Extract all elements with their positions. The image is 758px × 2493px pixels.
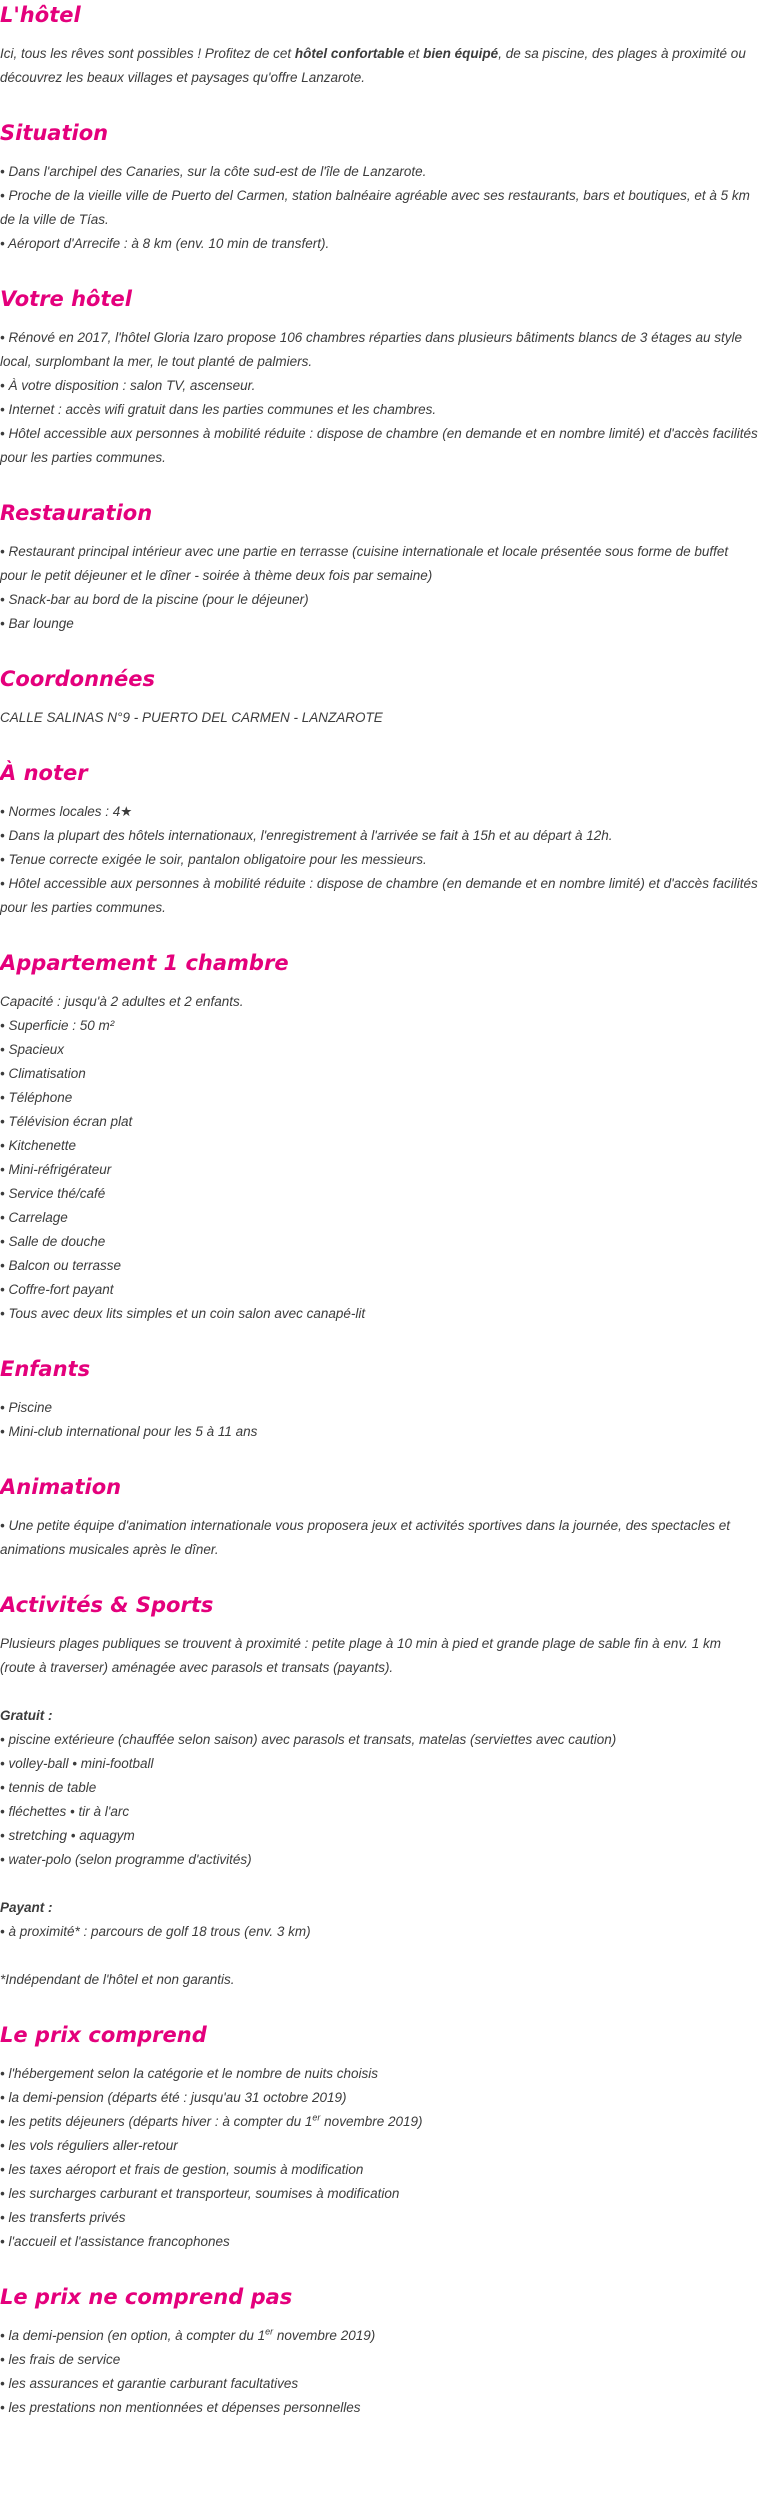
list-item: • Internet : accès wifi gratuit dans les parties communes et les chambres. [0, 398, 758, 422]
list-item: • Hôtel accessible aux personnes à mobilité réduite : dispose de chambre (en demande et en nombre limité) et d'accès facilités pour les parties communes. [0, 422, 758, 470]
list-item: • water-polo (selon programme d'activités) [0, 1848, 758, 1872]
list-item: • Tous avec deux lits simples et un coin salon avec canapé-lit [0, 1302, 758, 1326]
section-prix-comprend [0, 2020, 758, 2254]
section-appartement [0, 948, 758, 1326]
list-item: • Aéroport d'Arrecife : à 8 km (env. 10 min de transfert). [0, 232, 758, 256]
intro-bold-confortable: hôtel confortable [294, 46, 405, 61]
list-item: • la demi-pension (départs été : jusqu'au 31 octobre 2019) [0, 2086, 758, 2110]
list-item: • volley-ball • mini-football [0, 1752, 758, 1776]
list-item: • Kitchenette [0, 1134, 758, 1158]
list-item: • l'accueil et l'assistance francophones [0, 2230, 758, 2254]
list-item: • l'hébergement selon la catégorie et le nombre de nuits choisis [0, 2062, 758, 2086]
section-title-prix-ne-comprend: Le prix ne comprend pas [0, 2285, 293, 2309]
item-text: novembre 2019) [273, 2328, 376, 2343]
section-title-animation: Animation [0, 1475, 122, 1499]
section-title-coordonnees: Coordonnées [0, 667, 155, 691]
list-item: • Climatisation [0, 1062, 758, 1086]
list-item: • fléchettes • tir à l'arc [0, 1800, 758, 1824]
list-item: • les surcharges carburant et transporteur, soumises à modification [0, 2182, 758, 2206]
section-prix-ne-comprend [0, 2282, 758, 2420]
list-item: • piscine extérieure (chauffée selon saison) avec parasols et transats, matelas (serviettes avec caution) [0, 1728, 758, 1752]
list-item: • Tenue correcte exigée le soir, pantalon obligatoire pour les messieurs. [0, 848, 758, 872]
hotel-intro [0, 42, 758, 90]
gratuit-label [0, 1704, 758, 1728]
list-item: • les vols réguliers aller-retour [0, 2134, 758, 2158]
item-text: novembre 2019) [320, 2114, 423, 2129]
list-item: • les prestations non mentionnées et dépenses personnelles [0, 2396, 758, 2420]
list-item: • Rénové en 2017, l'hôtel Gloria Izaro propose 106 chambres réparties dans plusieurs bâtiments blancs de 3 étages au style local, surplombant la mer, le tout planté de palmiers. [0, 326, 758, 374]
list-item: • stretching • aquagym [0, 1824, 758, 1848]
section-animation [0, 1472, 758, 1562]
list-item: • les taxes aéroport et frais de gestion, soumis à modification [0, 2158, 758, 2182]
item-superscript: er [265, 2326, 274, 2337]
list-item: • tennis de table [0, 1776, 758, 1800]
list-item: • Piscine [0, 1396, 758, 1420]
list-item: • Télévision écran plat [0, 1110, 758, 1134]
list-item [0, 2324, 758, 2348]
section-title-appartement: Appartement 1 chambre [0, 951, 289, 975]
intro-bold-equipe: bien équipé [423, 46, 499, 61]
list-item: • Balcon ou terrasse [0, 1254, 758, 1278]
section-title-hotel: L'hôtel [0, 3, 81, 27]
footnote: *Indépendant de l'hôtel et non garantis. [0, 1972, 235, 1987]
section-title-activites: Activités & Sports [0, 1593, 214, 1617]
section-activites [0, 1590, 758, 1992]
list-item: • Snack-bar au bord de la piscine (pour le déjeuner) [0, 588, 758, 612]
section-title-enfants: Enfants [0, 1357, 91, 1381]
activites-intro: Plusieurs plages publiques se trouvent à proximité : petite plage à 10 min à pied et grande plage de sable fin à env. 1 km (route à traverser) aménagée avec parasols et transats (payants). [0, 1636, 721, 1675]
section-title-a-noter: À noter [0, 761, 88, 785]
list-item: • Carrelage [0, 1206, 758, 1230]
list-item: • les transferts privés [0, 2206, 758, 2230]
list-item: • Une petite équipe d'animation internationale vous proposera jeux et activités sportives dans la journée, des spectacles et animations musicales après le dîner. [0, 1514, 758, 1562]
section-hotel [0, 0, 758, 90]
section-restauration [0, 498, 758, 636]
list-item: • Bar lounge [0, 612, 758, 636]
list-item: • Restaurant principal intérieur avec une partie en terrasse (cuisine internationale et locale présentée sous forme de buffet pour le petit déjeuner et le dîner - soirée à thème deux fois par semaine) [0, 540, 758, 588]
item-text: la demi-pension (en option, à compter du 1 [8, 2328, 266, 2343]
item-superscript: er [312, 2112, 321, 2123]
list-item: • Proche de la vieille ville de Puerto del Carmen, station balnéaire agréable avec ses restaurants, bars et boutiques, et à 5 km de la ville de Tías. [0, 184, 758, 232]
section-title-prix-comprend: Le prix comprend [0, 2023, 207, 2047]
list-item: • à proximité* : parcours de golf 18 trous (env. 3 km) [0, 1920, 758, 1944]
address-text: CALLE SALINAS N°9 - PUERTO DEL CARMEN - LANZAROTE [0, 710, 383, 725]
section-situation [0, 118, 758, 256]
list-item: • Mini-club international pour les 5 à 11 ans [0, 1420, 758, 1444]
section-title-restauration: Restauration [0, 501, 153, 525]
section-title-situation: Situation [0, 121, 109, 145]
intro-text: et [404, 46, 424, 61]
payant-label-text: Payant : [0, 1900, 53, 1915]
list-item: • Spacieux [0, 1038, 758, 1062]
list-item: • Hôtel accessible aux personnes à mobilité réduite : dispose de chambre (en demande et en nombre limité) et d'accès facilités pour les parties communes. [0, 872, 758, 920]
payant-label [0, 1896, 758, 1920]
section-coordonnees [0, 664, 758, 730]
intro-text: Ici, tous les rêves sont possibles ! Profitez de cet [0, 46, 295, 61]
gratuit-label-text: Gratuit : [0, 1708, 53, 1723]
section-enfants [0, 1354, 758, 1444]
list-item: • Dans la plupart des hôtels internationaux, l'enregistrement à l'arrivée se fait à 15h et au départ à 12h. [0, 824, 758, 848]
list-item: • Coffre-fort payant [0, 1278, 758, 1302]
item-text: les petits déjeuners (départs hiver : à compter du 1 [8, 2114, 313, 2129]
list-item: • les assurances et garantie carburant facultatives [0, 2372, 758, 2396]
capacity-text: Capacité : jusqu'à 2 adultes et 2 enfants. [0, 994, 244, 1009]
list-item: • À votre disposition : salon TV, ascenseur. [0, 374, 758, 398]
section-a-noter [0, 758, 758, 920]
intro-text: , de sa piscine, des plages à proximité ou découvrez les beaux villages et paysages qu'offre Lanzarote. [0, 46, 746, 85]
list-item: • Salle de douche [0, 1230, 758, 1254]
list-item [0, 2110, 758, 2134]
list-item: • Mini-réfrigérateur [0, 1158, 758, 1182]
list-item: • Superficie : 50 m² [0, 1014, 758, 1038]
list-item: • Téléphone [0, 1086, 758, 1110]
list-item: • les frais de service [0, 2348, 758, 2372]
section-votre-hotel [0, 284, 758, 470]
list-item: • Service thé/café [0, 1182, 758, 1206]
list-item: • Normes locales : 4★ [0, 800, 758, 824]
section-title-votre-hotel: Votre hôtel [0, 287, 132, 311]
list-item: • Dans l'archipel des Canaries, sur la côte sud-est de l'île de Lanzarote. [0, 160, 758, 184]
